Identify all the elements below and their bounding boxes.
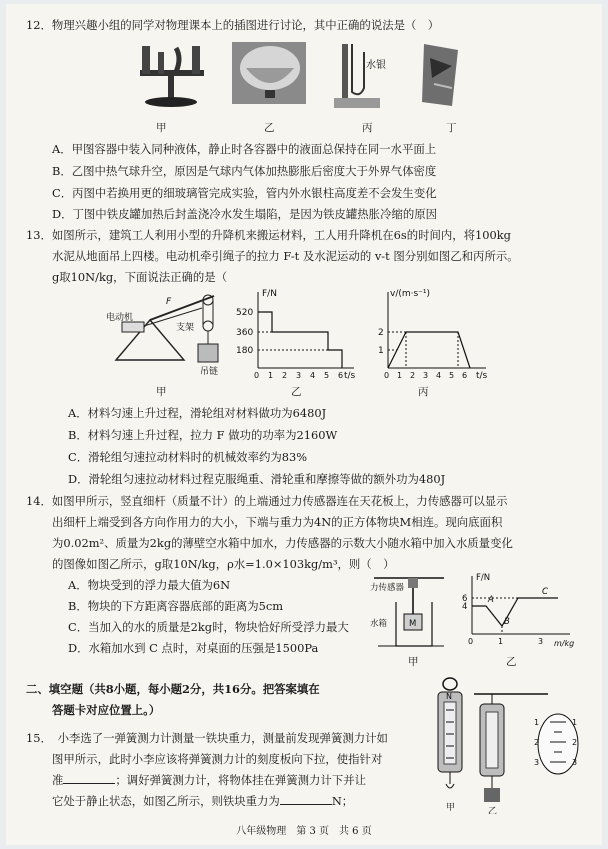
q14-fig-b-label: 乙: [506, 656, 517, 668]
svg-text:0: 0: [384, 371, 390, 380]
q14-line-3: 为0.02m²、质量为2kg的薄壁空水箱中加水，力传感器的示数大小随水箱中加入水质量变化: [52, 536, 513, 550]
q13-line-3: g取10N/kg，下面说法正确的是（: [52, 270, 228, 284]
q15-line-4: 它处于静止状态，如图乙所示，则铁块重力为 N；: [52, 794, 354, 808]
q13-option-c: C．滑轮组匀速拉动材料时的机械效率约为83%: [68, 450, 308, 464]
q14-line-2: 出细杆上端受到各方向作用力的大小，下端与重力为4N的正方体物块M相连。现向底面积: [52, 515, 503, 529]
q14-option-c: C．当加入的水的质量是2kg时，物块恰好所受浮力最大: [68, 620, 349, 634]
svg-text:1: 1: [572, 718, 578, 727]
q15-blank-2[interactable]: [280, 795, 332, 805]
fg-xlabel: m/kg: [554, 639, 575, 648]
svg-text:A: A: [488, 595, 494, 605]
section2-title-2: 答题卡对应位置上。）: [52, 703, 161, 717]
svg-text:0: 0: [254, 371, 260, 380]
svg-text:1: 1: [397, 371, 403, 380]
q13-option-a: A．材料匀速上升过程，滑轮组对材料做功为6480J: [68, 406, 327, 420]
q13-vt-graph: [366, 286, 496, 382]
sensor-label: 力传感器: [370, 583, 405, 593]
svg-text:0: 0: [468, 637, 474, 646]
svg-text:3: 3: [296, 371, 302, 380]
ft-ytick-360: 360: [236, 328, 254, 338]
q12-option-b: B．乙图中热气球升空，原因是气球内气体加热膨胀后密度大于外界气体密度: [52, 164, 437, 178]
svg-text:6: 6: [462, 594, 468, 604]
svg-text:2: 2: [410, 371, 416, 380]
q13-lift-figure: [102, 286, 232, 378]
svg-text:3: 3: [423, 371, 429, 380]
q12-option-d: D．丁图中铁皮罐加热后封盖浇冷水发生塌陷，是因为铁皮罐热胀冷缩的原因: [52, 207, 438, 221]
svg-text:N: N: [446, 692, 452, 701]
ft-ytick-180: 180: [236, 346, 254, 356]
q13-fig-a-label: 甲: [156, 386, 167, 398]
svg-text:1: 1: [498, 637, 504, 646]
q15-line-1: 15． 小李选了一弹簧测力计测量一铁块重力，测量前发现弹簧测力计如: [26, 731, 388, 745]
q13-option-b: B．材料匀速上升过程，拉力 F 做功的功率为2160W: [68, 428, 338, 442]
svg-text:C: C: [542, 587, 548, 597]
q13-fig-b-label: 乙: [291, 386, 302, 398]
q15-line-2: 图甲所示，此时小李应该将弹簧测力计的刻度板向下拉，使指针对: [52, 752, 383, 766]
q13-line-1: 13．如图所示，建筑工人利用小型的升降机来搬运材料，工人用升降机在6s的时间内，将100kg: [26, 228, 511, 242]
q14-option-b: B．物块的下方距离容器底部的距离为5cm: [68, 599, 284, 613]
q13-fig-c-label: 丙: [418, 386, 429, 398]
svg-text:2: 2: [378, 328, 384, 338]
crushed-can-figure: [422, 44, 458, 106]
svg-text:4: 4: [462, 602, 468, 612]
q15-blank-1[interactable]: [63, 774, 115, 784]
q12-label-b: 乙: [264, 122, 275, 134]
svg-text:4: 4: [436, 371, 442, 380]
q15-spring-scale-figure: [430, 672, 590, 814]
chain-label: 吊链: [200, 367, 219, 377]
q14-line-4: 的图像如图乙所示，g取10N/kg，ρ水=1.0×103kg/m³，则（ ）: [52, 557, 395, 571]
q12-figures: [124, 38, 484, 118]
q14-fig-a-label: 甲: [408, 656, 419, 668]
motor-label: 电动机: [106, 313, 134, 323]
svg-text:1: 1: [378, 346, 384, 356]
q13-ft-graph: [232, 286, 360, 382]
svg-text:3: 3: [534, 758, 540, 767]
svg-text:2: 2: [534, 738, 540, 747]
ft-ylabel: F/N: [262, 289, 277, 299]
q13-option-d: D．滑轮组匀速拉动材料过程克服绳重、滑轮重和摩擦等做的额外功为480J: [68, 472, 446, 486]
svg-text:6: 6: [338, 371, 344, 380]
block-label: M: [409, 619, 417, 629]
q12-label-a: 甲: [156, 122, 167, 134]
svg-text:B: B: [504, 617, 510, 627]
q14-line-1: 14．如图甲所示，竖直细杆（质量不计）的上端通过力传感器连在天花板上，力传感器可以显示: [26, 494, 508, 508]
mercury-label: 水银: [366, 60, 386, 71]
q12-label-c: 丙: [362, 122, 373, 134]
q14-option-a: A．物块受到的浮力最大值为6N: [68, 578, 231, 592]
ft-xlabel: t/s: [344, 371, 356, 381]
q15-fig-b-label: 乙: [488, 807, 498, 814]
q14-option-d: D．水箱加水到 C 点时，对桌面的压强是1500Pa: [68, 641, 319, 655]
q15-fig-a-label: 甲: [446, 803, 456, 813]
hot-air-balloon-figure: [232, 42, 306, 104]
svg-text:4: 4: [310, 371, 316, 380]
ft-ytick-520: 520: [236, 308, 254, 318]
svg-text:2: 2: [572, 738, 578, 747]
vt-xlabel: t/s: [476, 371, 488, 381]
force-label: F: [166, 297, 172, 307]
fg-ylabel: F/N: [476, 573, 491, 583]
connected-vessels-figure: [140, 46, 204, 107]
svg-text:2: 2: [282, 371, 288, 380]
q14-force-graph: [458, 572, 576, 654]
svg-text:1: 1: [268, 371, 274, 380]
q12-option-c: C．丙图中若换用更的细玻璃管完成实验，管内外水银柱高度差不会发生变化: [52, 186, 437, 200]
svg-text:1: 1: [534, 718, 540, 727]
tank-label: 水箱: [370, 619, 388, 629]
q15-line-3: 准 ；调好弹簧测力计，将物体挂在弹簧测力计下并让: [52, 773, 367, 787]
svg-text:5: 5: [449, 371, 455, 380]
support-label: 支架: [176, 323, 195, 333]
mercury-tube-figure: [334, 44, 380, 108]
q12-label-d: 丁: [446, 122, 457, 134]
q14-tank-figure: [368, 574, 450, 652]
q12-stem: 12．物理兴趣小组的同学对物理课本上的插图进行讨论，其中正确的说法是（ ）: [26, 18, 440, 32]
page-footer: 八年级物理 第 3 页 共 6 页: [236, 826, 372, 837]
vt-ylabel: v/(m·s⁻¹): [390, 289, 431, 299]
q13-line-2: 水泥从地面吊上四楼。电动机牵引绳子的拉力 F-t 及水泥运动的 v-t 图分别如图乙和丙所示。: [52, 249, 519, 263]
svg-text:5: 5: [324, 371, 330, 380]
q12-option-a: A．甲图容器中装入同种液体，静止时各容器中的液面总保持在同一水平面上: [52, 142, 437, 156]
svg-text:3: 3: [572, 758, 578, 767]
exam-page: [6, 4, 602, 845]
svg-text:3: 3: [538, 637, 544, 646]
section2-title: 二、填空题（共8小题，每小题2分，共16分。把答案填在: [26, 682, 320, 696]
svg-text:6: 6: [462, 371, 468, 380]
